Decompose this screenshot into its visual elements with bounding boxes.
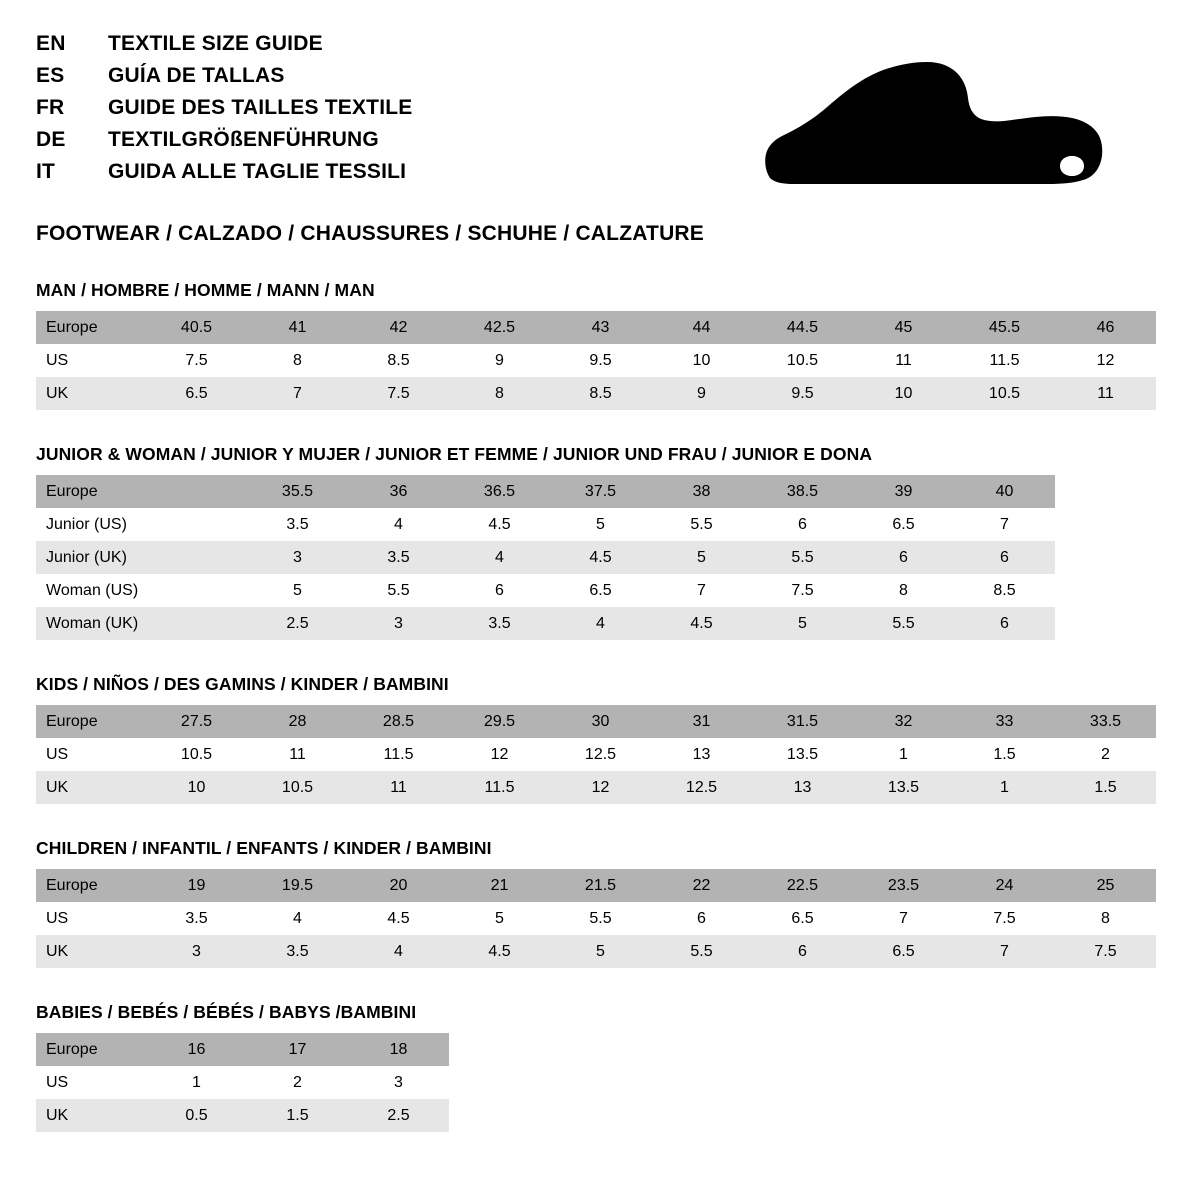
size-cell: 38 xyxy=(651,475,752,508)
size-cell: 10 xyxy=(651,344,752,377)
size-cell: 4 xyxy=(348,508,449,541)
language-title: GUIDA ALLE TAGLIE TESSILI xyxy=(108,160,407,183)
size-cell: 8 xyxy=(449,377,550,410)
size-cell: 39 xyxy=(853,475,954,508)
size-cell: 33 xyxy=(954,705,1055,738)
size-cell: 30 xyxy=(550,705,651,738)
size-cell: 5 xyxy=(550,935,651,968)
size-cell: 41 xyxy=(247,311,348,344)
size-cell: 3 xyxy=(348,1066,449,1099)
size-cell: 31 xyxy=(651,705,752,738)
size-cell: 2 xyxy=(1055,738,1156,771)
size-cell: 1.5 xyxy=(247,1099,348,1132)
size-cell: 29.5 xyxy=(449,705,550,738)
size-cell: 2.5 xyxy=(348,1099,449,1132)
size-cell: 10.5 xyxy=(247,771,348,804)
language-code: FR xyxy=(36,96,65,119)
size-cell: 28.5 xyxy=(348,705,449,738)
table-row xyxy=(36,705,1156,738)
size-cell: 5 xyxy=(247,574,348,607)
size-cell: 32 xyxy=(853,705,954,738)
language-code: DE xyxy=(36,128,66,151)
size-cell: 13 xyxy=(651,738,752,771)
size-cell: 46 xyxy=(1055,311,1156,344)
size-cell: 43 xyxy=(550,311,651,344)
size-cell: 7.5 xyxy=(752,574,853,607)
size-section-children xyxy=(36,838,1164,968)
size-cell: 5.5 xyxy=(752,541,853,574)
row-label: UK xyxy=(36,1099,146,1132)
row-label: US xyxy=(36,1066,146,1099)
row-label: UK xyxy=(36,771,146,804)
size-cell: 11 xyxy=(853,344,954,377)
size-cell: 5 xyxy=(752,607,853,640)
size-cell: 7.5 xyxy=(954,902,1055,935)
size-table xyxy=(36,311,1156,410)
size-cell: 38.5 xyxy=(752,475,853,508)
row-label: Europe xyxy=(36,705,146,738)
table-row xyxy=(36,574,1055,607)
size-cell: 4.5 xyxy=(449,935,550,968)
size-cell: 16 xyxy=(146,1033,247,1066)
size-cell: 7 xyxy=(954,508,1055,541)
table-row xyxy=(36,607,1055,640)
table-row xyxy=(36,475,1055,508)
table-row xyxy=(36,1066,449,1099)
size-cell: 12.5 xyxy=(651,771,752,804)
table-row xyxy=(36,935,1156,968)
size-cell: 1.5 xyxy=(954,738,1055,771)
size-cell: 4.5 xyxy=(449,508,550,541)
language-row xyxy=(36,64,412,96)
row-label: US xyxy=(36,738,146,771)
size-cell: 8.5 xyxy=(348,344,449,377)
language-row xyxy=(36,128,412,160)
size-cell: 6.5 xyxy=(853,508,954,541)
size-cell: 12 xyxy=(550,771,651,804)
size-cell: 6.5 xyxy=(752,902,853,935)
size-cell: 6 xyxy=(752,508,853,541)
size-cell: 45.5 xyxy=(954,311,1055,344)
table-row xyxy=(36,869,1156,902)
size-cell: 7 xyxy=(651,574,752,607)
size-cell: 44.5 xyxy=(752,311,853,344)
language-row xyxy=(36,96,412,128)
size-cell: 4.5 xyxy=(550,541,651,574)
size-cell: 36.5 xyxy=(449,475,550,508)
row-label: Woman (UK) xyxy=(36,607,146,640)
size-cell: 4 xyxy=(550,607,651,640)
table-row xyxy=(36,902,1156,935)
table-row xyxy=(36,311,1156,344)
row-label: UK xyxy=(36,935,146,968)
size-section-babies xyxy=(36,1002,1164,1132)
size-cell: 3.5 xyxy=(247,508,348,541)
size-cell: 12 xyxy=(1055,344,1156,377)
size-cell: 7.5 xyxy=(1055,935,1156,968)
table-row xyxy=(36,738,1156,771)
size-cell xyxy=(146,574,247,607)
size-cell: 5.5 xyxy=(651,935,752,968)
size-cell: 35.5 xyxy=(247,475,348,508)
size-cell: 7 xyxy=(853,902,954,935)
size-cell: 8.5 xyxy=(550,377,651,410)
row-label: US xyxy=(36,344,146,377)
size-cell: 8 xyxy=(853,574,954,607)
size-cell: 10.5 xyxy=(752,344,853,377)
size-cell xyxy=(146,541,247,574)
size-cell: 18 xyxy=(348,1033,449,1066)
size-cell: 44 xyxy=(651,311,752,344)
size-cell: 24 xyxy=(954,869,1055,902)
table-row xyxy=(36,508,1055,541)
size-cell: 1.5 xyxy=(1055,771,1156,804)
size-cell: 5 xyxy=(651,541,752,574)
size-cell: 3.5 xyxy=(348,541,449,574)
footwear-category-title: FOOTWEAR / CALZADO / CHAUSSURES / SCHUHE / CALZATURE xyxy=(36,222,705,245)
size-cell: 10 xyxy=(146,771,247,804)
size-cell: 40.5 xyxy=(146,311,247,344)
size-cell: 5.5 xyxy=(651,508,752,541)
size-cell: 4 xyxy=(247,902,348,935)
size-cell: 12.5 xyxy=(550,738,651,771)
size-cell: 27.5 xyxy=(146,705,247,738)
size-cell: 37.5 xyxy=(550,475,651,508)
size-cell: 42 xyxy=(348,311,449,344)
size-cell: 10.5 xyxy=(146,738,247,771)
size-cell: 20 xyxy=(348,869,449,902)
size-cell: 7 xyxy=(954,935,1055,968)
size-cell: 5 xyxy=(449,902,550,935)
size-cell: 6 xyxy=(651,902,752,935)
size-cell xyxy=(146,475,247,508)
language-code: IT xyxy=(36,160,56,183)
size-cell: 33.5 xyxy=(1055,705,1156,738)
size-cell: 10.5 xyxy=(954,377,1055,410)
size-cell: 22.5 xyxy=(752,869,853,902)
size-cell: 11 xyxy=(247,738,348,771)
size-table xyxy=(36,869,1156,968)
size-cell: 40 xyxy=(954,475,1055,508)
language-code: EN xyxy=(36,32,66,55)
size-cell: 45 xyxy=(853,311,954,344)
size-cell xyxy=(146,508,247,541)
row-label: Junior (US) xyxy=(36,508,146,541)
size-cell: 31.5 xyxy=(752,705,853,738)
row-label: Europe xyxy=(36,1033,146,1066)
size-cell: 6 xyxy=(449,574,550,607)
size-cell: 8 xyxy=(247,344,348,377)
size-cell: 5.5 xyxy=(853,607,954,640)
size-cell: 3 xyxy=(247,541,348,574)
size-cell: 5 xyxy=(550,508,651,541)
size-cell: 1 xyxy=(146,1066,247,1099)
size-cell: 21.5 xyxy=(550,869,651,902)
size-cell: 3.5 xyxy=(247,935,348,968)
size-cell: 11.5 xyxy=(348,738,449,771)
size-cell: 9.5 xyxy=(752,377,853,410)
size-section-kids xyxy=(36,674,1164,804)
language-title: TEXTILE SIZE GUIDE xyxy=(108,32,323,55)
row-label: Woman (US) xyxy=(36,574,146,607)
size-cell: 2 xyxy=(247,1066,348,1099)
size-cell: 23.5 xyxy=(853,869,954,902)
size-cell: 3 xyxy=(348,607,449,640)
size-cell: 7 xyxy=(247,377,348,410)
section-title: CHILDREN / INFANTIL / ENFANTS / KINDER / BAMBINI xyxy=(36,838,492,858)
size-cell: 6 xyxy=(954,541,1055,574)
section-title: MAN / HOMBRE / HOMME / MANN / MAN xyxy=(36,280,375,300)
size-cell: 13 xyxy=(752,771,853,804)
size-cell: 4.5 xyxy=(651,607,752,640)
section-title: JUNIOR & WOMAN / JUNIOR Y MUJER / JUNIOR ET FEMME / JUNIOR UND FRAU / JUNIOR E DONA xyxy=(36,444,873,464)
size-cell: 22 xyxy=(651,869,752,902)
size-section-man xyxy=(36,280,1164,410)
size-cell: 11 xyxy=(348,771,449,804)
size-section-junior-woman xyxy=(36,444,1164,640)
size-cell: 7.5 xyxy=(146,344,247,377)
size-tables-container xyxy=(36,280,1164,1132)
row-label: US xyxy=(36,902,146,935)
dress-shoe-icon xyxy=(764,60,1124,190)
size-cell: 9.5 xyxy=(550,344,651,377)
page-header xyxy=(36,32,1164,192)
size-cell: 25 xyxy=(1055,869,1156,902)
size-cell: 2.5 xyxy=(247,607,348,640)
language-title: GUÍA DE TALLAS xyxy=(108,64,285,87)
table-row xyxy=(36,771,1156,804)
size-cell: 17 xyxy=(247,1033,348,1066)
size-cell: 9 xyxy=(651,377,752,410)
section-title: KIDS / NIÑOS / DES GAMINS / KINDER / BAMBINI xyxy=(36,674,449,694)
table-row xyxy=(36,1033,449,1066)
size-cell: 19.5 xyxy=(247,869,348,902)
row-label: UK xyxy=(36,377,146,410)
size-cell: 13.5 xyxy=(853,771,954,804)
size-cell: 8 xyxy=(1055,902,1156,935)
size-cell: 1 xyxy=(853,738,954,771)
language-title: TEXTILGRÖßENFÜHRUNG xyxy=(108,128,379,151)
size-cell: 6 xyxy=(752,935,853,968)
size-cell: 6.5 xyxy=(146,377,247,410)
size-cell: 11.5 xyxy=(954,344,1055,377)
size-cell: 6.5 xyxy=(550,574,651,607)
row-label: Europe xyxy=(36,869,146,902)
size-cell: 28 xyxy=(247,705,348,738)
size-cell: 1 xyxy=(954,771,1055,804)
size-cell: 0.5 xyxy=(146,1099,247,1132)
size-cell: 13.5 xyxy=(752,738,853,771)
size-cell: 4 xyxy=(348,935,449,968)
language-row xyxy=(36,32,412,64)
size-cell: 4.5 xyxy=(348,902,449,935)
size-cell: 6.5 xyxy=(853,935,954,968)
size-cell: 19 xyxy=(146,869,247,902)
size-cell: 6 xyxy=(853,541,954,574)
size-cell: 10 xyxy=(853,377,954,410)
size-cell xyxy=(146,607,247,640)
row-label: Europe xyxy=(36,475,146,508)
language-row xyxy=(36,160,412,192)
table-row xyxy=(36,344,1156,377)
size-cell: 3.5 xyxy=(146,902,247,935)
size-cell: 11 xyxy=(1055,377,1156,410)
row-label: Junior (UK) xyxy=(36,541,146,574)
size-cell: 11.5 xyxy=(449,771,550,804)
size-table xyxy=(36,705,1156,804)
size-cell: 12 xyxy=(449,738,550,771)
size-cell: 3.5 xyxy=(449,607,550,640)
size-cell: 7.5 xyxy=(348,377,449,410)
size-cell: 5.5 xyxy=(348,574,449,607)
size-table xyxy=(36,475,1055,640)
language-title: GUIDE DES TAILLES TEXTILE xyxy=(108,96,413,119)
size-table xyxy=(36,1033,449,1132)
language-title-list xyxy=(36,32,412,192)
section-title: BABIES / BEBÉS / BÉBÉS / BABYS /BAMBINI xyxy=(36,1002,417,1022)
size-cell: 9 xyxy=(449,344,550,377)
table-row xyxy=(36,377,1156,410)
table-row xyxy=(36,541,1055,574)
size-cell: 4 xyxy=(449,541,550,574)
language-code: ES xyxy=(36,64,65,87)
size-cell: 36 xyxy=(348,475,449,508)
size-cell: 42.5 xyxy=(449,311,550,344)
size-cell: 21 xyxy=(449,869,550,902)
size-cell: 3 xyxy=(146,935,247,968)
table-row xyxy=(36,1099,449,1132)
size-cell: 5.5 xyxy=(550,902,651,935)
size-cell: 8.5 xyxy=(954,574,1055,607)
row-label: Europe xyxy=(36,311,146,344)
size-cell: 6 xyxy=(954,607,1055,640)
